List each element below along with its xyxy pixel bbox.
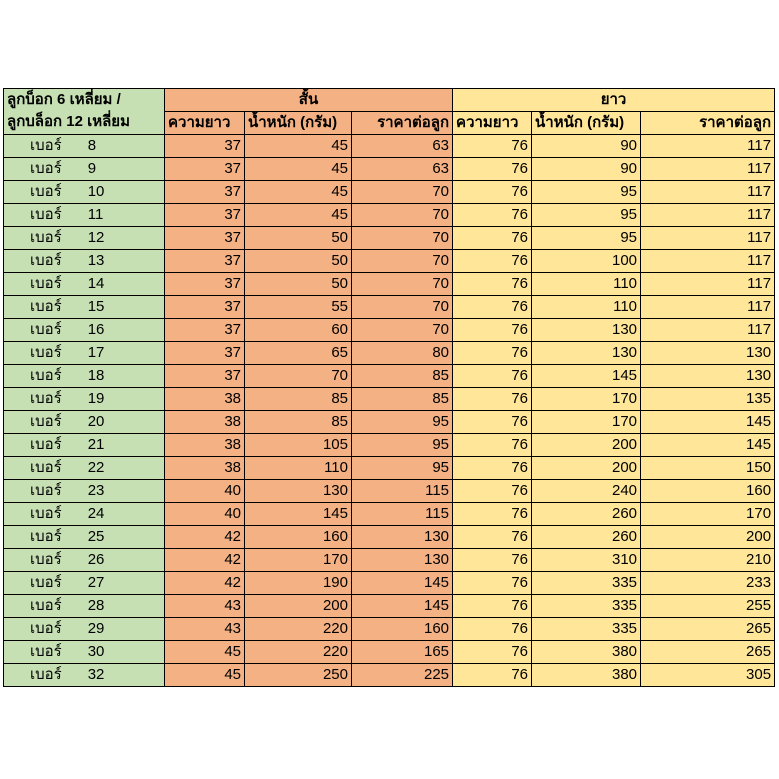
long-weight-header: น้ำหนัก (กรัม) bbox=[532, 112, 641, 135]
short-price-cell: 85 bbox=[352, 388, 453, 411]
short-length-cell: 40 bbox=[165, 503, 245, 526]
size-number: 28 bbox=[87, 597, 105, 614]
table-row bbox=[4, 503, 775, 526]
short-weight-cell: 45 bbox=[245, 135, 352, 158]
table-row bbox=[4, 411, 775, 434]
short-weight-cell: 70 bbox=[245, 365, 352, 388]
short-price-cell: 130 bbox=[352, 549, 453, 572]
short-length-cell: 37 bbox=[165, 365, 245, 388]
long-weight-cell: 95 bbox=[532, 181, 641, 204]
table-row bbox=[4, 204, 775, 227]
short-weight-cell: 110 bbox=[245, 457, 352, 480]
short-price-cell: 145 bbox=[352, 595, 453, 618]
long-weight-cell: 260 bbox=[532, 526, 641, 549]
long-price-cell: 130 bbox=[641, 365, 775, 388]
short-price-cell: 70 bbox=[352, 250, 453, 273]
long-length-cell: 76 bbox=[453, 434, 532, 457]
size-number: 23 bbox=[87, 482, 105, 499]
size-number: 30 bbox=[87, 643, 105, 660]
short-group-header: สั้น bbox=[165, 89, 453, 112]
size-number: 11 bbox=[87, 206, 104, 223]
long-weight-cell: 380 bbox=[532, 664, 641, 687]
size-cell bbox=[4, 572, 165, 595]
short-price-cell: 160 bbox=[352, 618, 453, 641]
long-weight-cell: 90 bbox=[532, 135, 641, 158]
short-weight-cell: 200 bbox=[245, 595, 352, 618]
long-length-cell: 76 bbox=[453, 319, 532, 342]
size-cell bbox=[4, 227, 165, 250]
long-price-cell: 150 bbox=[641, 457, 775, 480]
short-price-header: ราคาต่อลูก bbox=[352, 112, 453, 135]
long-weight-cell: 335 bbox=[532, 618, 641, 641]
size-cell bbox=[4, 388, 165, 411]
long-length-cell: 76 bbox=[453, 480, 532, 503]
size-prefix: เบอร์ bbox=[30, 436, 62, 453]
size-number: 22 bbox=[87, 459, 105, 476]
long-weight-cell: 110 bbox=[532, 273, 641, 296]
short-weight-cell: 190 bbox=[245, 572, 352, 595]
short-weight-header: น้ำหนัก (กรัม) bbox=[245, 112, 352, 135]
short-price-cell: 115 bbox=[352, 503, 453, 526]
short-length-cell: 37 bbox=[165, 227, 245, 250]
short-length-cell: 37 bbox=[165, 319, 245, 342]
long-length-cell: 76 bbox=[453, 526, 532, 549]
table-row bbox=[4, 388, 775, 411]
table-row bbox=[4, 595, 775, 618]
short-length-cell: 37 bbox=[165, 250, 245, 273]
size-cell bbox=[4, 135, 165, 158]
short-length-cell: 37 bbox=[165, 181, 245, 204]
long-price-cell: 233 bbox=[641, 572, 775, 595]
long-price-cell: 117 bbox=[641, 273, 775, 296]
short-weight-cell: 50 bbox=[245, 273, 352, 296]
short-weight-cell: 45 bbox=[245, 204, 352, 227]
long-weight-cell: 240 bbox=[532, 480, 641, 503]
long-weight-cell: 95 bbox=[532, 204, 641, 227]
size-prefix: เบอร์ bbox=[30, 321, 62, 338]
table-row bbox=[4, 480, 775, 503]
short-price-cell: 70 bbox=[352, 181, 453, 204]
size-cell bbox=[4, 434, 165, 457]
size-header-line2: ลูกบล็อก 12 เหลี่ยม bbox=[7, 113, 130, 130]
long-length-cell: 76 bbox=[453, 250, 532, 273]
size-prefix: เบอร์ bbox=[30, 390, 62, 407]
long-price-cell: 160 bbox=[641, 480, 775, 503]
size-prefix: เบอร์ bbox=[30, 229, 62, 246]
short-weight-cell: 130 bbox=[245, 480, 352, 503]
short-price-cell: 95 bbox=[352, 411, 453, 434]
table-row bbox=[4, 319, 775, 342]
short-weight-cell: 60 bbox=[245, 319, 352, 342]
table-row bbox=[4, 641, 775, 664]
short-weight-cell: 55 bbox=[245, 296, 352, 319]
long-price-header: ราคาต่อลูก bbox=[641, 112, 775, 135]
short-length-cell: 37 bbox=[165, 158, 245, 181]
short-weight-cell: 220 bbox=[245, 618, 352, 641]
long-weight-cell: 170 bbox=[532, 388, 641, 411]
long-weight-cell: 200 bbox=[532, 457, 641, 480]
short-length-cell: 42 bbox=[165, 549, 245, 572]
long-weight-cell: 310 bbox=[532, 549, 641, 572]
short-length-cell: 45 bbox=[165, 641, 245, 664]
size-number: 9 bbox=[87, 160, 97, 177]
short-price-cell: 70 bbox=[352, 227, 453, 250]
long-price-cell: 265 bbox=[641, 618, 775, 641]
size-cell bbox=[4, 158, 165, 181]
size-cell bbox=[4, 411, 165, 434]
size-cell bbox=[4, 480, 165, 503]
size-cell bbox=[4, 273, 165, 296]
table-row bbox=[4, 181, 775, 204]
size-prefix: เบอร์ bbox=[30, 252, 62, 269]
short-price-cell: 145 bbox=[352, 572, 453, 595]
long-length-cell: 76 bbox=[453, 664, 532, 687]
long-price-cell: 265 bbox=[641, 641, 775, 664]
long-length-cell: 76 bbox=[453, 595, 532, 618]
long-price-cell: 117 bbox=[641, 204, 775, 227]
size-cell bbox=[4, 641, 165, 664]
short-length-cell: 37 bbox=[165, 135, 245, 158]
long-price-cell: 117 bbox=[641, 135, 775, 158]
long-price-cell: 117 bbox=[641, 158, 775, 181]
table-row bbox=[4, 618, 775, 641]
long-weight-cell: 200 bbox=[532, 434, 641, 457]
table-row bbox=[4, 296, 775, 319]
short-price-cell: 70 bbox=[352, 204, 453, 227]
long-group-header: ยาว bbox=[453, 89, 775, 112]
long-weight-cell: 380 bbox=[532, 641, 641, 664]
size-number: 8 bbox=[87, 137, 97, 154]
short-length-cell: 38 bbox=[165, 457, 245, 480]
table-row bbox=[4, 526, 775, 549]
long-weight-cell: 145 bbox=[532, 365, 641, 388]
short-price-cell: 63 bbox=[352, 135, 453, 158]
short-length-cell: 37 bbox=[165, 204, 245, 227]
size-number: 18 bbox=[87, 367, 105, 384]
long-price-cell: 117 bbox=[641, 319, 775, 342]
long-length-cell: 76 bbox=[453, 388, 532, 411]
short-weight-cell: 45 bbox=[245, 158, 352, 181]
short-price-cell: 70 bbox=[352, 319, 453, 342]
size-number: 25 bbox=[87, 528, 105, 545]
size-prefix: เบอร์ bbox=[30, 160, 62, 177]
size-prefix: เบอร์ bbox=[30, 413, 62, 430]
size-number: 29 bbox=[87, 620, 105, 637]
size-cell bbox=[4, 503, 165, 526]
short-weight-cell: 85 bbox=[245, 388, 352, 411]
short-length-cell: 37 bbox=[165, 296, 245, 319]
size-number: 16 bbox=[87, 321, 105, 338]
long-price-cell: 117 bbox=[641, 227, 775, 250]
size-prefix: เบอร์ bbox=[30, 551, 62, 568]
short-weight-cell: 105 bbox=[245, 434, 352, 457]
long-weight-cell: 90 bbox=[532, 158, 641, 181]
long-price-cell: 117 bbox=[641, 250, 775, 273]
size-number: 17 bbox=[87, 344, 105, 361]
table-row bbox=[4, 135, 775, 158]
size-prefix: เบอร์ bbox=[30, 183, 62, 200]
short-weight-cell: 220 bbox=[245, 641, 352, 664]
size-prefix: เบอร์ bbox=[30, 206, 62, 223]
short-price-cell: 130 bbox=[352, 526, 453, 549]
long-length-cell: 76 bbox=[453, 296, 532, 319]
short-weight-cell: 50 bbox=[245, 250, 352, 273]
size-prefix: เบอร์ bbox=[30, 137, 62, 154]
long-price-cell: 117 bbox=[641, 296, 775, 319]
long-price-cell: 255 bbox=[641, 595, 775, 618]
long-price-cell: 170 bbox=[641, 503, 775, 526]
short-price-cell: 225 bbox=[352, 664, 453, 687]
short-weight-cell: 145 bbox=[245, 503, 352, 526]
table-row bbox=[4, 250, 775, 273]
size-cell bbox=[4, 549, 165, 572]
short-price-cell: 115 bbox=[352, 480, 453, 503]
short-weight-cell: 170 bbox=[245, 549, 352, 572]
short-weight-cell: 45 bbox=[245, 181, 352, 204]
size-prefix: เบอร์ bbox=[30, 275, 62, 292]
table-row bbox=[4, 342, 775, 365]
short-length-cell: 45 bbox=[165, 664, 245, 687]
size-cell bbox=[4, 457, 165, 480]
short-weight-cell: 85 bbox=[245, 411, 352, 434]
long-weight-cell: 130 bbox=[532, 319, 641, 342]
long-price-cell: 145 bbox=[641, 434, 775, 457]
long-weight-cell: 110 bbox=[532, 296, 641, 319]
size-number: 32 bbox=[87, 666, 105, 683]
long-length-cell: 76 bbox=[453, 503, 532, 526]
size-prefix: เบอร์ bbox=[30, 620, 62, 637]
short-weight-cell: 65 bbox=[245, 342, 352, 365]
long-weight-cell: 100 bbox=[532, 250, 641, 273]
table-row bbox=[4, 434, 775, 457]
size-prefix: เบอร์ bbox=[30, 574, 62, 591]
long-price-cell: 145 bbox=[641, 411, 775, 434]
long-length-cell: 76 bbox=[453, 273, 532, 296]
size-prefix: เบอร์ bbox=[30, 459, 62, 476]
short-length-cell: 37 bbox=[165, 273, 245, 296]
long-length-cell: 76 bbox=[453, 342, 532, 365]
short-weight-cell: 160 bbox=[245, 526, 352, 549]
short-length-header: ความยาว bbox=[165, 112, 245, 135]
size-number: 19 bbox=[87, 390, 105, 407]
size-prefix: เบอร์ bbox=[30, 528, 62, 545]
long-length-cell: 76 bbox=[453, 227, 532, 250]
short-length-cell: 40 bbox=[165, 480, 245, 503]
long-length-cell: 76 bbox=[453, 641, 532, 664]
long-price-cell: 210 bbox=[641, 549, 775, 572]
size-number: 10 bbox=[87, 183, 105, 200]
long-length-cell: 76 bbox=[453, 135, 532, 158]
short-length-cell: 38 bbox=[165, 411, 245, 434]
size-cell bbox=[4, 250, 165, 273]
long-price-cell: 305 bbox=[641, 664, 775, 687]
size-prefix: เบอร์ bbox=[30, 482, 62, 499]
long-weight-cell: 130 bbox=[532, 342, 641, 365]
size-number: 20 bbox=[87, 413, 105, 430]
short-price-cell: 70 bbox=[352, 296, 453, 319]
long-length-cell: 76 bbox=[453, 572, 532, 595]
long-length-cell: 76 bbox=[453, 204, 532, 227]
table-row bbox=[4, 664, 775, 687]
size-cell bbox=[4, 181, 165, 204]
size-prefix: เบอร์ bbox=[30, 298, 62, 315]
size-cell bbox=[4, 595, 165, 618]
size-cell bbox=[4, 526, 165, 549]
short-price-cell: 165 bbox=[352, 641, 453, 664]
long-length-cell: 76 bbox=[453, 411, 532, 434]
table-row bbox=[4, 457, 775, 480]
short-price-cell: 80 bbox=[352, 342, 453, 365]
long-price-cell: 135 bbox=[641, 388, 775, 411]
size-cell bbox=[4, 319, 165, 342]
long-weight-cell: 95 bbox=[532, 227, 641, 250]
table-row bbox=[4, 572, 775, 595]
long-length-cell: 76 bbox=[453, 618, 532, 641]
size-cell bbox=[4, 618, 165, 641]
short-length-cell: 38 bbox=[165, 388, 245, 411]
size-number: 26 bbox=[87, 551, 105, 568]
short-price-cell: 63 bbox=[352, 158, 453, 181]
short-length-cell: 37 bbox=[165, 342, 245, 365]
size-prefix: เบอร์ bbox=[30, 643, 62, 660]
size-cell bbox=[4, 365, 165, 388]
size-cell bbox=[4, 342, 165, 365]
size-header-cell bbox=[4, 89, 165, 135]
table-row bbox=[4, 365, 775, 388]
short-price-cell: 70 bbox=[352, 273, 453, 296]
short-length-cell: 38 bbox=[165, 434, 245, 457]
long-length-header: ความยาว bbox=[453, 112, 532, 135]
size-number: 12 bbox=[87, 229, 105, 246]
short-weight-cell: 250 bbox=[245, 664, 352, 687]
long-weight-cell: 170 bbox=[532, 411, 641, 434]
long-length-cell: 76 bbox=[453, 158, 532, 181]
size-number: 15 bbox=[87, 298, 105, 315]
size-prefix: เบอร์ bbox=[30, 666, 62, 683]
socket-price-table bbox=[3, 88, 775, 687]
long-weight-cell: 335 bbox=[532, 595, 641, 618]
short-length-cell: 43 bbox=[165, 618, 245, 641]
size-prefix: เบอร์ bbox=[30, 344, 62, 361]
size-prefix: เบอร์ bbox=[30, 367, 62, 384]
size-prefix: เบอร์ bbox=[30, 505, 62, 522]
long-length-cell: 76 bbox=[453, 549, 532, 572]
table-row bbox=[4, 227, 775, 250]
long-length-cell: 76 bbox=[453, 457, 532, 480]
table-row bbox=[4, 549, 775, 572]
size-number: 27 bbox=[87, 574, 105, 591]
size-cell bbox=[4, 204, 165, 227]
short-price-cell: 95 bbox=[352, 434, 453, 457]
table-row bbox=[4, 158, 775, 181]
short-length-cell: 43 bbox=[165, 595, 245, 618]
short-price-cell: 85 bbox=[352, 365, 453, 388]
header-row-groups bbox=[4, 89, 775, 112]
size-header-line1: ลูกบ็อก 6 เหลี่ยม / bbox=[7, 91, 121, 108]
size-number: 21 bbox=[87, 436, 105, 453]
long-length-cell: 76 bbox=[453, 181, 532, 204]
size-number: 24 bbox=[87, 505, 105, 522]
long-price-cell: 200 bbox=[641, 526, 775, 549]
short-weight-cell: 50 bbox=[245, 227, 352, 250]
short-length-cell: 42 bbox=[165, 572, 245, 595]
long-price-cell: 130 bbox=[641, 342, 775, 365]
long-length-cell: 76 bbox=[453, 365, 532, 388]
long-price-cell: 117 bbox=[641, 181, 775, 204]
size-cell bbox=[4, 296, 165, 319]
size-cell bbox=[4, 664, 165, 687]
short-price-cell: 95 bbox=[352, 457, 453, 480]
long-weight-cell: 260 bbox=[532, 503, 641, 526]
size-number: 14 bbox=[87, 275, 105, 292]
size-prefix: เบอร์ bbox=[30, 597, 62, 614]
short-length-cell: 42 bbox=[165, 526, 245, 549]
table-row bbox=[4, 273, 775, 296]
size-number: 13 bbox=[87, 252, 105, 269]
long-weight-cell: 335 bbox=[532, 572, 641, 595]
